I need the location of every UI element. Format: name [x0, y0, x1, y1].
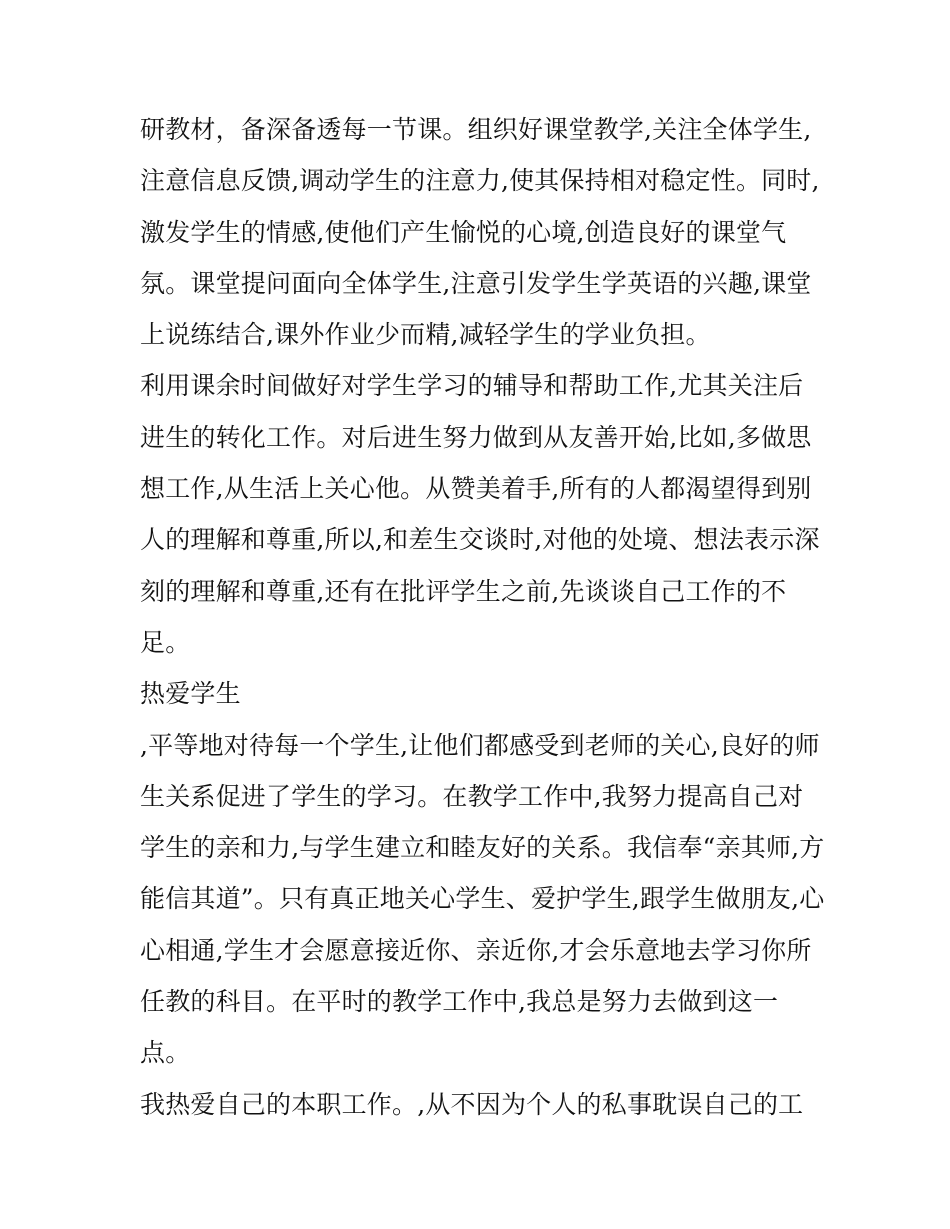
text-line: 刻的理解和尊重,还有在批评学生之前,先谈谈自己工作的不 [140, 576, 787, 606]
text-line: 激发学生的情感,使他们产生愉悦的心境,创造良好的课堂气 [140, 217, 787, 247]
text-line: 氛。课堂提问面向全体学生,注意引发学生学英语的兴趣,课堂 [140, 268, 812, 298]
text-line: 利用课余时间做好对学生学习的辅导和帮助工作,尤其关注后 [140, 371, 804, 401]
text-line: ,平等地对待每一个学生,让他们都感受到老师的关心,良好的师 [140, 730, 820, 760]
text-line: 想工作,从生活上关心他。从赞美着手,所有的人都渴望得到别 [140, 474, 812, 504]
text-line: 点。 [140, 1038, 191, 1068]
text-line: 能信其道”。只有真正地关心学生、爱护学生,跟学生做朋友,心 [140, 884, 825, 914]
text-line: 任教的科目。在平时的教学工作中,我总是努力去做到这一 [140, 987, 779, 1017]
text-line: 注意信息反馈,调动学生的注意力,使其保持相对稳定性。同时, [140, 166, 820, 196]
text-line: 足。 [140, 627, 191, 657]
text-line: 研教材，备深备透每一节课。组织好课堂教学,关注全体学生, [140, 115, 812, 144]
section-heading: 热爱学生 [140, 679, 241, 709]
text-line: 学生的亲和力,与学生建立和睦友好的关系。我信奉“亲其师,方 [140, 833, 825, 863]
body-text [140, 104, 825, 1130]
text-line: 人的理解和尊重,所以,和差生交谈时,对他的处境、想法表示深 [140, 525, 820, 555]
text-line: 心相通,学生才会愿意接近你、亲近你,才会乐意地去学习你所 [140, 935, 812, 965]
text-line: 我热爱自己的本职工作。,从不因为个人的私事耽误自己的工 [140, 1089, 804, 1119]
text-line: 生关系促进了学生的学习。在教学工作中,我努力提高自己对 [140, 781, 804, 811]
text-line: 进生的转化工作。对后进生努力做到从友善开始,比如,多做思 [140, 422, 812, 452]
text-line: 上说练结合,课外作业少而精,减轻学生的学业负担。 [140, 320, 711, 350]
